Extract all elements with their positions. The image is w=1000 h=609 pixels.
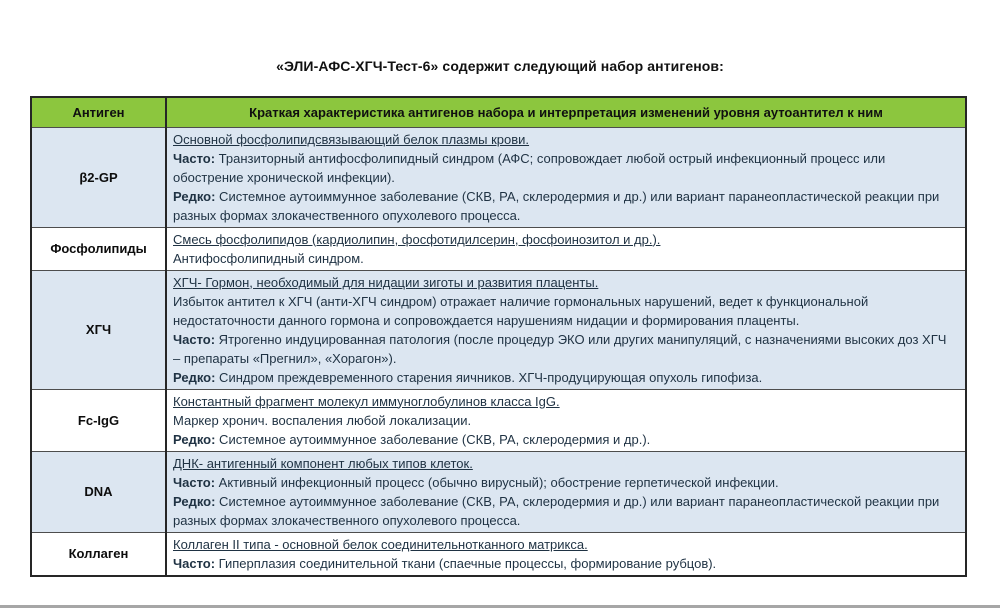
- description-line: Часто: Активный инфекционный процесс (обычно вирусный); обострение герпетической инфекции.: [173, 474, 779, 490]
- antigen-label: Фосфолипиды: [50, 241, 147, 256]
- antigen-table: [30, 96, 967, 577]
- description-line: Избыток антител к ХГЧ (анти-ХГЧ синдром) отражает наличие гормональных нарушений, ведет к функциональной недостаточности данного гормона и сопровождается нарушениям нидации и формирования плаценты.: [173, 293, 869, 328]
- bottom-divider: [0, 605, 1000, 608]
- antigen-cell: [31, 227, 166, 270]
- antigen-cell: [31, 270, 166, 389]
- antigen-label: ХГЧ: [85, 322, 112, 337]
- antigen-cell: [31, 127, 166, 227]
- table-body: [31, 127, 966, 576]
- antigen-label: β2-GP: [79, 169, 118, 185]
- description-line: Коллаген II типа - основной белок соединительнотканного матрикса.: [173, 536, 588, 552]
- header-row: [31, 97, 966, 127]
- description-cell: [166, 389, 966, 451]
- description-line: ХГЧ- Гормон, необходимый для нидации зиготы и развития плаценты.: [173, 274, 599, 290]
- description-line: Смесь фосфолипидов (кардиолипин, фосфотидилсерин, фосфоинозитол и др.).: [173, 231, 661, 247]
- description-line: Редко: Системное аутоиммунное заболевание (СКВ, РА, склеродермия и др.) или вариант паранеопластической реакции при разных формах злокачественного опухолевого процесса.: [173, 188, 940, 223]
- description-cell: [166, 227, 966, 270]
- description-line: Константный фрагмент молекул иммуноглобулинов класса IgG.: [173, 393, 560, 409]
- column-header-description: Краткая характеристика антигенов набора и интерпретация изменений уровня аутоантител к ним: [166, 97, 966, 127]
- description-line: Редко: Системное аутоиммунное заболевание (СКВ, РА, склеродермия и др.).: [173, 431, 651, 447]
- column-header-antigen: Антиген: [31, 97, 166, 127]
- antigen-label: Fc-IgG: [77, 412, 120, 428]
- antigen-cell: [31, 389, 166, 451]
- description-line: Часто: Гиперплазия соединительной ткани (спаечные процессы, формирование рубцов).: [173, 555, 717, 571]
- page-title: «ЭЛИ-АФС-ХГЧ-Тест-6» содержит следующий набор антигенов:: [276, 58, 724, 74]
- description-line: Основной фосфолипидсвязывающий белок плазмы крови.: [173, 131, 530, 147]
- antigen-cell: [31, 532, 166, 576]
- table-row: [31, 227, 966, 270]
- description-line: Редко: Системное аутоиммунное заболевание (СКВ, РА, склеродермия и др.) или вариант паранеопластической реакции при разных формах злокачественного опухолевого процесса.: [173, 493, 940, 528]
- description-cell: [166, 532, 966, 576]
- description-cell: [166, 451, 966, 532]
- description-line: Часто: Транзиторный антифосфолипидный синдром (АФС; сопровождает любой острый инфекционный процесс или обострение хронической инфекции).: [173, 150, 886, 185]
- antigen-label: DNA: [84, 484, 113, 499]
- table-row: [31, 451, 966, 532]
- description-cell: [166, 270, 966, 389]
- table-row: [31, 127, 966, 227]
- table-row: [31, 532, 966, 576]
- table-header: [31, 97, 966, 127]
- antigen-cell: [31, 451, 166, 532]
- description-line: ДНК- антигенный компонент любых типов клеток.: [173, 455, 473, 471]
- table-row: [31, 270, 966, 389]
- description-line: Маркер хронич. воспаления любой локализации.: [173, 412, 472, 428]
- description-line: Часто: Ятрогенно индуцированная патология (после процедур ЭКО или других манипуляций, с назначениями высоких доз ХГЧ – препараты «Прегнил», «Хорагон»).: [173, 331, 947, 366]
- antigen-label: Коллаген: [68, 546, 129, 561]
- description-line: Антифосфолипидный синдром.: [173, 250, 364, 266]
- table-row: [31, 389, 966, 451]
- description-cell: [166, 127, 966, 227]
- description-line: Редко: Синдром преждевременного старения яичников. ХГЧ-продуцирующая опухоль гипофиза.: [173, 369, 763, 385]
